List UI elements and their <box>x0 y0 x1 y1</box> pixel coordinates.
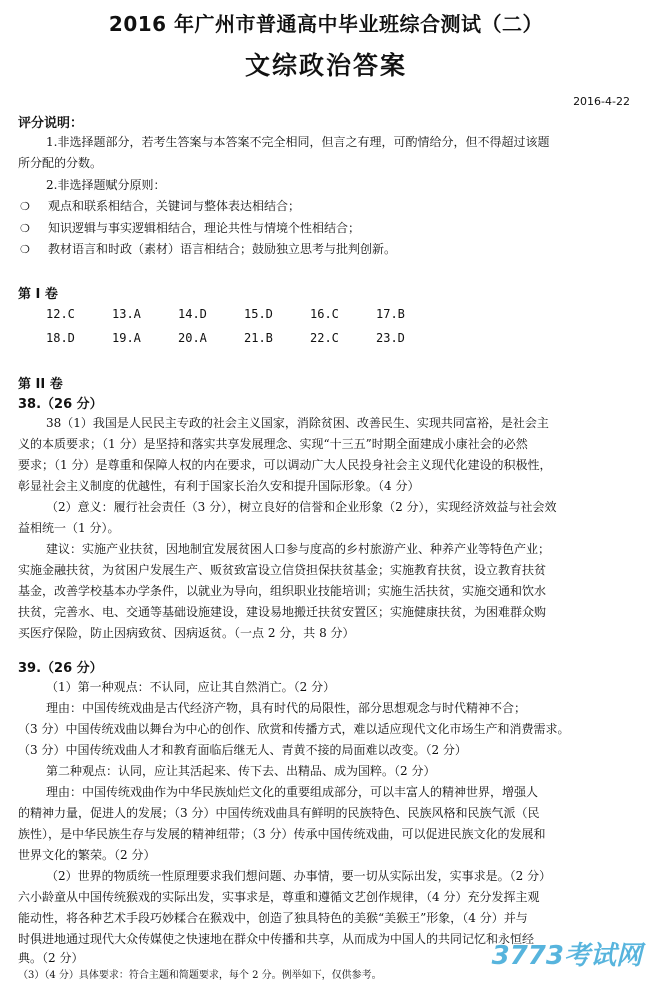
answer-row-1 <box>46 307 442 321</box>
answer-row-2 <box>46 331 442 345</box>
part2-heading: 第 II 卷 <box>18 377 63 392</box>
bullet-icon: ❍ <box>20 222 30 235</box>
q39-line: （3 分）中国传统戏曲人才和教育面临后继无人、青黄不接的局面难以改变。（2 分） <box>18 743 467 757</box>
answer-item: 15.D <box>244 307 273 321</box>
bullet-text: 观点和联系相结合，关键词与整体表达相结合； <box>48 199 301 213</box>
bullet-icon: ❍ <box>20 243 30 256</box>
grading-bullet <box>20 241 630 258</box>
q38-line: 扶贫，完善水、电、交通等基础设施建设，建设易地搬迁扶贫安置区；实施健康扶贫，为困难群众购 <box>18 605 547 619</box>
exam-title: 2016 年广州市普通高中毕业班综合测试（二） <box>108 12 544 36</box>
q38-line: 益相统一（1 分）。 <box>18 521 120 535</box>
answer-item: 12.C <box>46 307 75 321</box>
q38-line: 要求；（1 分）是尊重和保障人权的内在要求，可以调动广大人民投身社会主义现代化建设的积极性， <box>18 458 552 472</box>
grading-note-2: 2.非选择题赋分原则： <box>46 178 166 192</box>
q38-line: （2）意义：履行社会责任（3 分），树立良好的信誉和企业形象（2 分），实现经济效益与社会效 <box>46 500 557 514</box>
q39-line: （1）第一种观点：不认同，应让其自然消亡。（2 分） <box>46 680 336 694</box>
q39-line: 六小龄童从中国传统猴戏的实际出发，实事求是，尊重和遵循文艺创作规律，（4 分）充分发挥主观 <box>18 890 540 904</box>
grading-bullet <box>20 198 630 215</box>
q38-line: 基金，改善学校基本办学条件，以就业为导向，组织职业技能培训；实施生活扶贫，实施交通和饮水 <box>18 584 547 598</box>
grading-note-1: 1.非选择题部分，若考生答案与本答案不完全相同，但言之有理，可酌情给分，但不得超过该题 <box>46 135 550 149</box>
q39-line: 第二种观点：认同，应让其活起来、传下去、出精品、成为国粹。（2 分） <box>46 764 436 778</box>
answer-item: 20.A <box>178 331 207 345</box>
answer-item: 19.A <box>112 331 141 345</box>
question-38-heading: 38.（26 分） <box>18 397 103 412</box>
bullet-icon: ❍ <box>20 200 30 213</box>
q39-line: 时俱进地通过现代大众传媒使之快速地在群众中传播和共享，从而成为中国人的共同记忆和永恒经 <box>18 932 535 946</box>
q38-line: 买医疗保险，防止因病致贫、因病返贫。（一点 2 分，共 8 分） <box>18 626 355 640</box>
bullet-text: 教材语言和时政（素材）语言相结合；鼓励独立思考与批判创新。 <box>48 242 397 256</box>
q39-line: 典。（2 分） <box>18 951 84 965</box>
answer-item: 18.D <box>46 331 75 345</box>
q39-line: 的精神力量，促进人的发展；（3 分）中国传统戏曲具有鲜明的民族特色、民族风格和民族气派（民 <box>18 806 540 820</box>
watermark-logo: 3773考试网 <box>491 941 642 971</box>
q39-line: 世界文化的繁荣。（2 分） <box>18 848 156 862</box>
q39-line: 族性），是中华民族生存与发展的精神纽带；（3 分）传承中国传统戏曲，可以促进民族文化的发展和 <box>18 827 546 841</box>
answer-item: 14.D <box>178 307 207 321</box>
q38-line: 38（1）我国是人民民主专政的社会主义国家，消除贫困、改善民生、实现共同富裕，是社会主 <box>46 416 549 430</box>
answer-item: 17.B <box>376 307 405 321</box>
q39-line: （2）世界的物质统一性原理要求我们想问题、办事情，要一切从实际出发，实事求是。（2 分） <box>46 869 552 883</box>
q38-line: 实施金融扶贫，为贫困户发展生产、贩贫致富设立信贷担保扶贫基金；实施教育扶贫，设立教育扶贫 <box>18 563 547 577</box>
grading-bullet <box>20 220 630 237</box>
q39-line: 理由：中国传统戏曲作为中华民族灿烂文化的重要组成部分，可以丰富人的精神世界，增强人 <box>46 785 539 799</box>
grading-heading: 评分说明： <box>18 116 84 131</box>
grading-note-1-cont: 所分配的分数。 <box>18 156 103 170</box>
q39-line: （3 分）中国传统戏曲以舞台为中心的创作、欣赏和传播方式，难以适应现代文化市场生产和消费需求。 <box>18 722 570 736</box>
answer-item: 22.C <box>310 331 339 345</box>
question-39-heading: 39.（26 分） <box>18 661 103 676</box>
q39-line: （3）（4 分）具体要求：符合主题和简题要求，每个 2 分。例举如下，仅供参考。 <box>18 970 382 981</box>
q39-line: 能动性，将各种艺术手段巧妙糅合在猴戏中，创造了独具特色的美猴“美猴王”形象，（4 分）并与 <box>18 911 528 925</box>
part1-heading: 第 I 卷 <box>18 287 58 302</box>
q38-line: 彰显社会主义制度的优越性，有利于国家长治久安和提升国际形象。（4 分） <box>18 479 420 493</box>
q39-line: 理由：中国传统戏曲是古代经济产物，具有时代的局限性，部分思想观念与时代精神不合； <box>46 701 527 715</box>
answer-item: 21.B <box>244 331 273 345</box>
exam-subtitle: 文综政治答案 <box>244 51 407 80</box>
q38-line: 建议：实施产业扶贫，因地制宜发展贫困人口参与度高的乡村旅游产业、种养产业等特色产业； <box>46 542 551 556</box>
bullet-text: 知识逻辑与事实逻辑相结合，理论共性与情境个性相结合； <box>48 221 361 235</box>
q39-tail <box>18 966 538 981</box>
answer-item: 23.D <box>376 331 405 345</box>
answer-item: 16.C <box>310 307 339 321</box>
exam-date: 2016-4-22 <box>573 95 630 108</box>
q38-line: 义的本质要求；（1 分）是坚持和落实共享发展理念、实现“十三五”时期全面建成小康社会的必然 <box>18 437 528 451</box>
answer-item: 13.A <box>112 307 141 321</box>
